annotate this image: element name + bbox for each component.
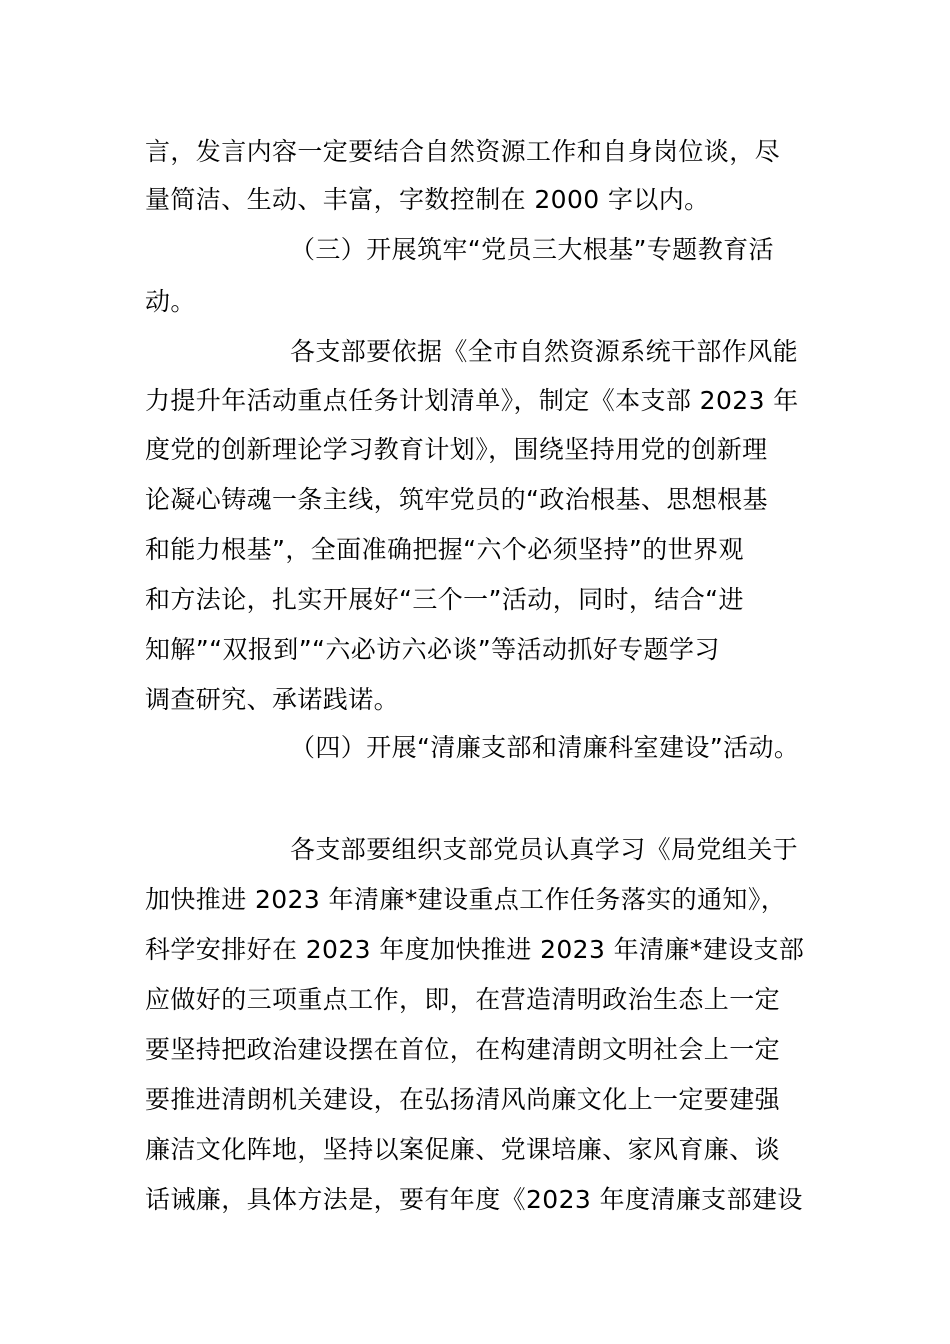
text-line-6: 力提升年活动重点任务计划清单》，制定《本支部 2023 年 bbox=[145, 386, 799, 415]
text-line-8: 论凝心铸魂一条主线，筑牢党员的“政治根基、思想根基 bbox=[145, 485, 768, 514]
text-line-12: 调查研究、承诺践诺。 bbox=[145, 685, 400, 714]
text-line-20: 廉洁文化阵地，坚持以案促廉、党课培廉、家风育廉、谈 bbox=[145, 1135, 781, 1164]
text-line-11: 知解”“双报到”“六必访六必谈”等活动抓好专题学习 bbox=[145, 635, 720, 664]
text-line-15: 加快推进 2023 年清廉*建设重点工作任务落实的通知》， bbox=[145, 885, 787, 914]
text-line-1: 言，发言内容一定要结合自然资源工作和自身岗位谈，尽 bbox=[145, 137, 781, 166]
section-heading-4: （四）开展“清廉支部和清廉科室建设”活动。 bbox=[290, 733, 800, 762]
paragraph-start-1: 各支部要依据《全市自然资源系统干部作风能 bbox=[290, 337, 799, 366]
text-line-21: 话诫廉，具体方法是，要有年度《2023 年度清廉支部建设 bbox=[145, 1185, 803, 1214]
text-line-17: 应做好的三项重点工作，即，在营造清明政治生态上一定 bbox=[145, 985, 781, 1014]
text-line-2: 量简洁、生动、丰富，字数控制在 2000 字以内。 bbox=[145, 185, 710, 214]
text-line-16: 科学安排好在 2023 年度加快推进 2023 年清廉*建设支部 bbox=[145, 935, 805, 964]
text-line-4: 动。 bbox=[145, 287, 196, 316]
paragraph-start-2: 各支部要组织支部党员认真学习《局党组关于 bbox=[290, 835, 799, 864]
text-line-9: 和能力根基”，全面准确把握“六个必须坚持”的世界观 bbox=[145, 535, 744, 564]
text-line-10: 和方法论，扎实开展好“三个一”活动，同时，结合“进 bbox=[145, 585, 744, 614]
text-line-19: 要推进清朗机关建设，在弘扬清风尚廉文化上一定要建强 bbox=[145, 1085, 781, 1114]
text-line-7: 度党的创新理论学习教育计划》，围绕坚持用党的创新理 bbox=[145, 435, 768, 464]
section-heading-3: （三）开展筑牢“党员三大根基”专题教育活 bbox=[290, 235, 774, 264]
text-line-18: 要坚持把政治建设摆在首位，在构建清朗文明社会上一定 bbox=[145, 1035, 781, 1064]
